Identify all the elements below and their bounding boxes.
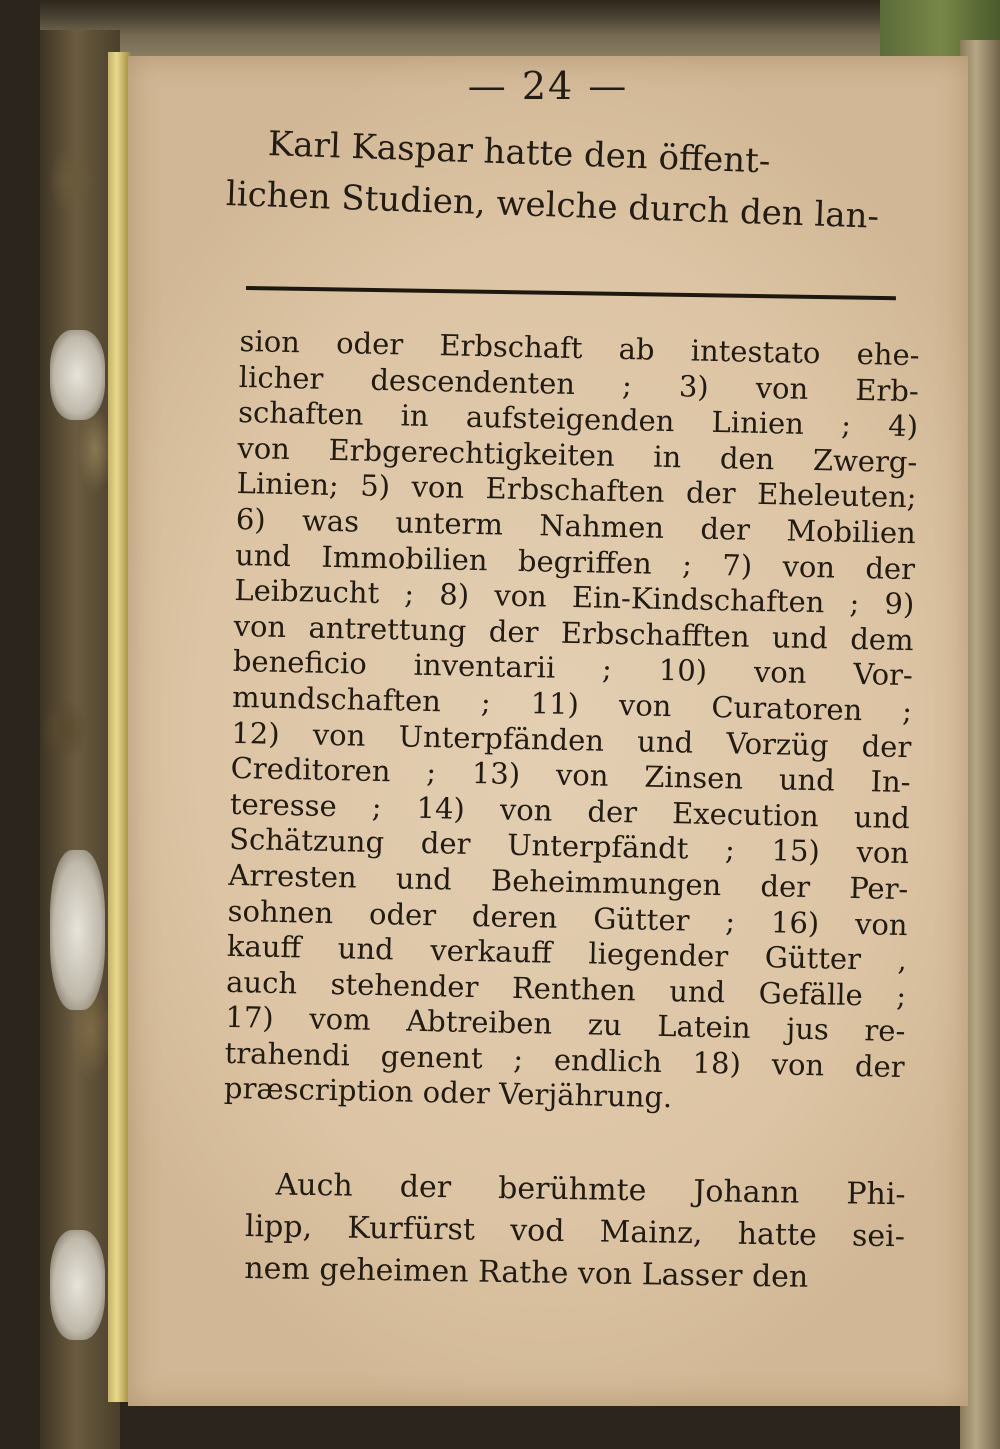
paragraph-two [244,1164,906,1300]
text-line: lipp, Kurfürst vod Mainz, hatte sei- [244,1208,906,1255]
text-line: 12) von Unterpfänden und Vorzüg der [231,715,912,764]
body-text-block [224,324,920,1121]
text-line: auch stehender Renthen und Gefälle ; [225,964,907,1013]
cover-wear-mark [50,330,105,420]
separator-rule [246,286,896,300]
text-line: Auch der berühmte Johann Phi- [275,1167,906,1213]
page-number: — 24 — [467,64,629,108]
gilt-page-edge [108,52,130,1402]
text-line: trahendi genent ; endlich 18) von der [224,1035,905,1084]
cover-wear-mark [50,850,105,1010]
text-line: Creditoren ; 13) von Zinsen und In- [230,751,911,800]
text-line: Arresten und Beheimmungen der Per- [228,857,909,907]
text-line: Schätzung der Unterpfändt ; 15) von [228,822,910,871]
page-sheet [128,56,968,1406]
carryover-line: lichen Studien, welche durch den lan- [225,174,880,237]
text-line: schaften in aufsteigenden Linien ; 4) [237,395,919,444]
text-line: mundschaften ; 11) von Curatoren ; [231,679,913,729]
text-line: Leibzucht ; 8) von Ein-Kindschaften ; 9) [234,573,915,622]
text-line: beneficio inventarii ; 10) von Vor- [232,644,914,693]
text-line: Linien; 5) von Erbschaften der Eheleuten; [236,466,917,515]
text-line: præscription oder Verjährung. [223,1071,673,1115]
text-line: nem geheimen Rathe von Lasser den [244,1250,809,1295]
text-line: licher descendenten ; 3) von Erb- [238,359,920,408]
text-line: teresse ; 14) von der Execution und [229,786,911,835]
text-line: von Erbgerechtigkeiten in den Zwerg- [237,430,918,479]
text-line: 6) was unterm Nahmen der Mobilien [235,501,917,551]
text-line: 17) vom Abtreiben zu Latein jus re- [225,1000,906,1049]
cover-wear-mark [50,1230,105,1340]
carryover-line: Karl Kaspar hatte den öffent- [267,124,772,182]
book-cover-top [40,0,1000,60]
text-line: und Immobilien begriffen ; 7) von der [234,537,916,586]
text-line: sion oder Erbschaft ab intestato ehe- [239,324,920,373]
text-line: sohnen oder deren Gütter ; 16) von [227,893,908,942]
text-line: von antrettung der Erbschafften und dem [233,608,914,657]
text-line: kauff und verkauff liegender Gütter , [226,928,908,978]
